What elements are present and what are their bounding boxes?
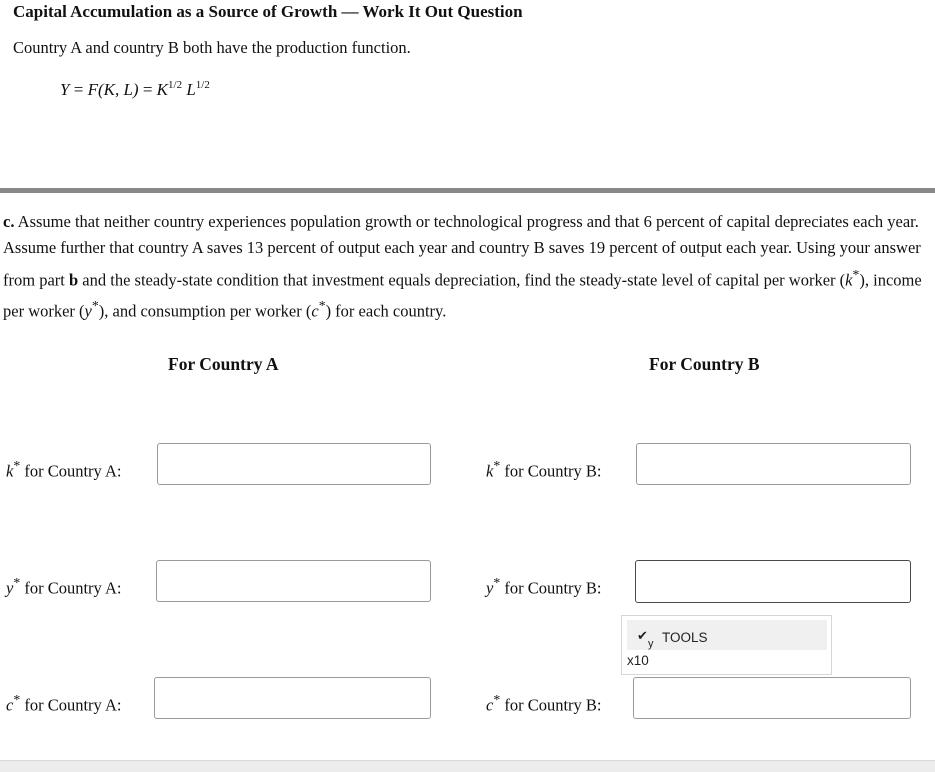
part-ref: b (68, 270, 79, 290)
formula-eq-2: = (138, 80, 157, 99)
formula-l: L (186, 80, 196, 99)
k-star-country-b-input[interactable] (636, 443, 911, 485)
formula-eq: = (69, 80, 88, 99)
section-divider (0, 188, 935, 193)
tools-popup[interactable] (621, 615, 832, 675)
question-text: c. Assume that neither country experiences population growth or technological progress and that 6 percent of capital depreciates each year. Assume further that country A saves 13 percent of output each year and country B saves 19 percent of output each year. Using your answer from part b and the steady-state condition that investment equals depreciation, find the steady-state level of capital per worker (k*), income per worker (y*), and consumption per worker (c*) for each country. (3, 212, 922, 321)
intro-text: Country A and country B both have the production function. (13, 38, 411, 57)
formula-func: F (87, 80, 98, 99)
k-star-country-a-input[interactable] (157, 443, 431, 485)
question-part: c. (3, 212, 15, 231)
production-function (60, 79, 210, 100)
c-star-label-a: c* for Country A: (6, 692, 122, 715)
formula-k-exponent: 1/2 (168, 79, 183, 91)
formula-lhs: Y (60, 80, 70, 99)
times-ten-button[interactable]: x10 (627, 653, 649, 668)
y-star-country-a-input[interactable] (156, 560, 431, 602)
k-star-label-a: k* for Country A: (6, 458, 122, 481)
c-star-country-a-input[interactable] (154, 677, 431, 719)
formula-args: (K, L) (97, 80, 139, 99)
bottom-bar (0, 760, 935, 772)
formula-l-exponent: 1/2 (195, 79, 210, 91)
column-header-country-a: For Country A (168, 354, 279, 374)
formula-k: K (156, 80, 169, 99)
page-title: Capital Accumulation as a Source of Growth — Work It Out Question (13, 2, 523, 21)
k-star-label-b: k* for Country B: (486, 458, 602, 481)
y-star-country-b-input[interactable] (635, 560, 911, 603)
tools-label: TOOLS (662, 630, 708, 645)
c-star-label-b: c* for Country B: (486, 692, 602, 715)
y-star-label-b: y* for Country B: (486, 575, 602, 598)
y-star-label-a: y* for Country A: (6, 575, 122, 598)
c-star-country-b-input[interactable] (633, 677, 911, 719)
column-header-country-b: For Country B (649, 354, 760, 374)
tools-button[interactable] (627, 620, 827, 650)
tools-subscript: y (648, 638, 654, 650)
wrench-icon: ✔ (637, 628, 648, 643)
